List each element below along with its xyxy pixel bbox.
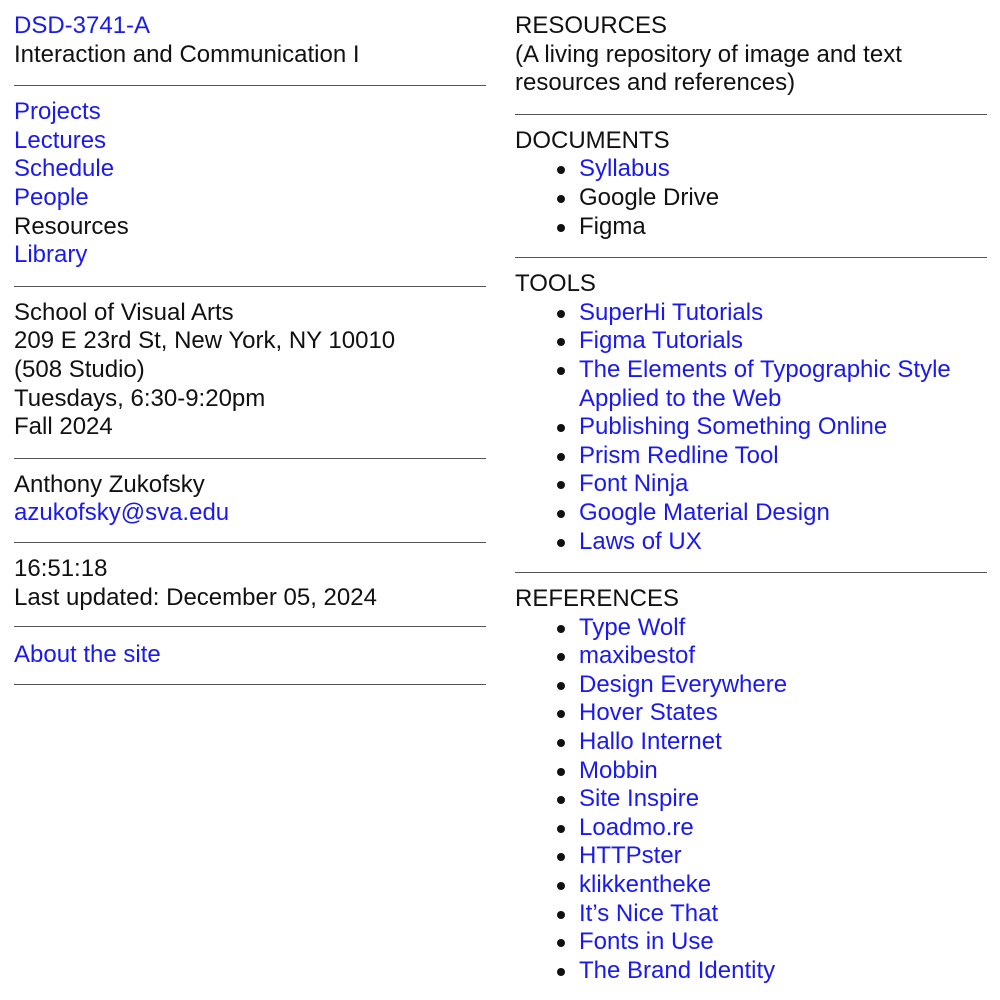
resource-link[interactable]: klikkentheke xyxy=(579,871,712,899)
list-item xyxy=(557,900,987,929)
resource-link[interactable]: Publishing Something Online xyxy=(579,413,888,441)
resource-link[interactable]: maxibestof xyxy=(579,642,696,670)
class-location xyxy=(14,299,486,442)
status-info xyxy=(14,555,486,612)
instructor-email-link[interactable]: azukofsky@sva.edu xyxy=(14,499,230,527)
nav-item-schedule[interactable]: Schedule xyxy=(14,155,115,183)
divider xyxy=(14,458,486,459)
nav-item-projects[interactable]: Projects xyxy=(14,98,101,126)
list-item xyxy=(557,356,987,413)
tools-heading: TOOLS xyxy=(515,270,596,298)
resource-link[interactable]: HTTPster xyxy=(579,842,682,870)
course-title: Interaction and Communication I xyxy=(14,40,360,68)
main-nav xyxy=(14,98,486,270)
list-item xyxy=(557,184,987,213)
resource-link[interactable]: It’s Nice That xyxy=(579,899,719,927)
list-item xyxy=(557,928,987,957)
list-item xyxy=(557,413,987,442)
resource-link[interactable]: Hallo Internet xyxy=(579,728,722,756)
resource-link[interactable]: The Elements of Typographic Style Applied to the Web xyxy=(579,355,951,412)
resource-link[interactable]: SuperHi Tutorials xyxy=(579,298,764,326)
list-item xyxy=(557,614,987,643)
resource-link[interactable]: Laws of UX xyxy=(579,527,702,555)
list-item xyxy=(557,728,987,757)
tools-list xyxy=(515,299,987,556)
resources-description: (A living repository of image and text resources and references) xyxy=(515,40,902,97)
resources-intro xyxy=(515,12,987,98)
course-code-link[interactable]: DSD-3741-A xyxy=(14,12,151,39)
list-item xyxy=(557,155,987,184)
list-item xyxy=(557,213,987,242)
divider xyxy=(14,85,486,86)
documents-section xyxy=(515,127,987,241)
list-item xyxy=(557,871,987,900)
resource-link[interactable]: Loadmo.re xyxy=(579,813,694,841)
resource-link[interactable]: Google Material Design xyxy=(579,498,830,526)
references-section xyxy=(515,585,987,985)
list-item xyxy=(557,299,987,328)
instructor-info xyxy=(14,471,486,528)
list-item xyxy=(557,528,987,557)
term: Fall 2024 xyxy=(14,413,113,441)
references-list xyxy=(515,614,987,986)
nav-item-library[interactable]: Library xyxy=(14,241,88,269)
list-item xyxy=(557,699,987,728)
resource-link[interactable]: Design Everywhere xyxy=(579,670,788,698)
list-item xyxy=(557,785,987,814)
clock: 16:51:18 xyxy=(14,554,108,582)
documents-list xyxy=(515,155,987,241)
resource-link[interactable]: Prism Redline Tool xyxy=(579,441,779,469)
school-address: 209 E 23rd St, New York, NY 10010 xyxy=(14,327,396,355)
last-updated: Last updated: December 05, 2024 xyxy=(14,583,377,611)
list-item xyxy=(557,642,987,671)
divider xyxy=(14,684,486,685)
resource-link[interactable]: Hover States xyxy=(579,699,718,727)
class-time: Tuesdays, 6:30-9:20pm xyxy=(14,384,266,412)
nav-item-lectures[interactable]: Lectures xyxy=(14,126,107,154)
site-footer xyxy=(14,641,486,670)
list-item xyxy=(557,671,987,700)
resource-link[interactable]: Figma Tutorials xyxy=(579,327,744,355)
divider xyxy=(14,286,486,287)
references-heading: REFERENCES xyxy=(515,585,680,613)
resource-link[interactable]: Fonts in Use xyxy=(579,928,714,956)
resource-label: Google Drive xyxy=(579,183,720,211)
room: (508 Studio) xyxy=(14,355,145,383)
list-item xyxy=(557,842,987,871)
divider xyxy=(515,114,987,115)
resource-link[interactable]: Font Ninja xyxy=(579,470,689,498)
list-item xyxy=(557,470,987,499)
resource-link[interactable]: The Brand Identity xyxy=(579,956,776,984)
list-item xyxy=(557,499,987,528)
resource-link[interactable]: Site Inspire xyxy=(579,785,700,813)
resource-link[interactable]: Type Wolf xyxy=(579,613,686,641)
resource-link[interactable]: Syllabus xyxy=(579,155,670,183)
divider xyxy=(515,572,987,573)
resource-label: Figma xyxy=(579,212,646,240)
list-item xyxy=(557,757,987,786)
divider xyxy=(14,542,486,543)
list-item xyxy=(557,327,987,356)
right-column xyxy=(515,12,987,985)
divider xyxy=(515,257,987,258)
resources-heading: RESOURCES xyxy=(515,12,668,39)
about-site-link[interactable]: About the site xyxy=(14,641,161,669)
list-item xyxy=(557,442,987,471)
nav-item-resources-current: Resources xyxy=(14,212,129,240)
tools-section xyxy=(515,270,987,556)
divider xyxy=(14,626,486,627)
left-column xyxy=(14,12,486,685)
course-header xyxy=(14,12,486,69)
documents-heading: DOCUMENTS xyxy=(515,126,670,154)
instructor-name: Anthony Zukofsky xyxy=(14,470,205,498)
nav-item-people[interactable]: People xyxy=(14,183,89,211)
school-name: School of Visual Arts xyxy=(14,298,234,326)
list-item xyxy=(557,957,987,986)
resource-link[interactable]: Mobbin xyxy=(579,756,658,784)
list-item xyxy=(557,814,987,843)
